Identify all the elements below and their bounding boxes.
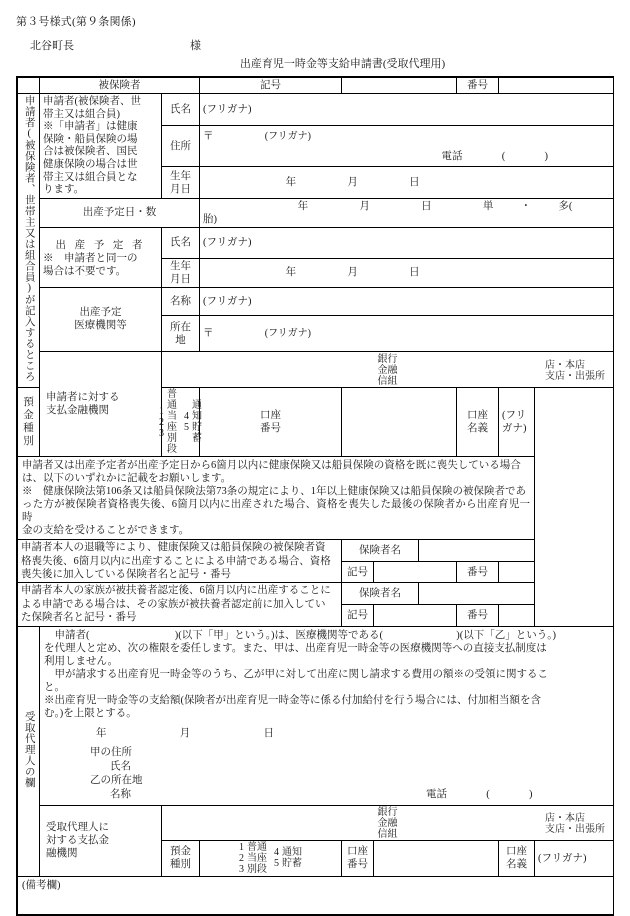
proxy-para-1: 申請者( )(以下「甲」という。)は、医療機関等である( )(以下「乙」という。) — [54, 629, 556, 641]
institution-name-label: 名称 — [162, 287, 200, 316]
single-birth-option[interactable]: 単 — [482, 200, 494, 212]
side-label-proxy-text: 受取代理人の欄 — [23, 710, 35, 788]
expectant-name-label: 氏名 — [162, 227, 200, 258]
proxy-bank-name-field[interactable] — [162, 805, 614, 840]
deposit-type-label: 預金 種別 — [18, 388, 40, 457]
furigana-hint: (フリガナ) — [264, 328, 311, 340]
tel-paren-close: ) — [529, 789, 533, 801]
loss-case-1-kigou-label: 記号 — [342, 561, 374, 583]
expectant-birth-label: 生年月日 — [162, 258, 200, 287]
fetus-count-unit: 胎) — [203, 213, 217, 225]
expectant-birth-field[interactable] — [200, 258, 614, 287]
tel-paren-open: ( — [501, 150, 506, 162]
multi-birth-option[interactable]: 多( — [558, 200, 573, 212]
day-unit: 日 — [409, 267, 420, 279]
furigana-hint: (フリガナ) — [502, 410, 527, 435]
year-unit: 年 — [96, 727, 107, 739]
loss-case-2-kigou-label: 記号 — [342, 605, 374, 627]
loss-case-1-bangou-label: 番号 — [457, 561, 499, 583]
insured-bangou-value[interactable] — [499, 78, 614, 94]
account-name-label: 口座 名義 — [457, 388, 499, 457]
year-unit: 年 — [285, 177, 297, 189]
applicant-address-field[interactable] — [200, 126, 614, 167]
remarks-label: (備考欄) — [22, 879, 61, 891]
applicant-name-label: 氏名 — [162, 94, 200, 126]
proxy-bank-name-row — [18, 805, 614, 840]
institution-name-row — [18, 287, 614, 316]
month-unit: 月 — [179, 727, 191, 739]
loss-case-2-insurer-row — [18, 583, 614, 605]
deposit-type-options[interactable]: 1 2 3 普通 当座 別段 4 5 通知 貯蓄 — [159, 389, 202, 456]
day-unit: 日 — [263, 727, 274, 739]
account-number-label: 口座 番号 — [342, 840, 374, 876]
deposit-type-label: 預金 種別 — [162, 840, 200, 876]
proxy-tel-group[interactable] — [426, 788, 533, 802]
year-unit: 年 — [285, 267, 297, 279]
loss-case-1-insurer-value[interactable] — [419, 540, 535, 562]
loss-case-1-insurer-row — [18, 540, 614, 562]
otsu-address-line[interactable]: 乙の所在地 — [90, 775, 143, 787]
month-unit: 月 — [347, 267, 358, 279]
proxy-agreement-row — [18, 626, 614, 805]
furigana-hint: (フリガナ) — [203, 237, 252, 249]
institution-location-field[interactable] — [200, 316, 614, 352]
tel-paren-close: ) — [544, 150, 549, 162]
addressee: 北谷町長 — [30, 40, 74, 52]
proxy-tel-label: 電話 — [426, 789, 447, 801]
expectant-name-row — [18, 227, 614, 258]
account-number-field[interactable] — [342, 388, 457, 457]
side-label-applicant — [18, 94, 40, 388]
insured-header-row — [18, 78, 614, 94]
expectant-description: 出 産 予 定 者 ※ 申請者と同一の 場合は不要です。 — [40, 227, 162, 287]
loss-case-2-description: 申請者本人の家族が被扶養者認定後、6箇月以内に出産することに よる申請である場合は、その家族が被扶養者認定前に加入してい た保険者名と記号・番号 — [18, 583, 342, 626]
page-title: 出産育児一時金等支給申請書(受取代理用) — [239, 58, 446, 70]
year-unit: 年 — [297, 200, 309, 212]
proxy-date-line[interactable] — [44, 727, 609, 740]
applicant-address-label: 住所 — [162, 126, 200, 167]
separator-dot: ・ — [520, 200, 532, 212]
bank-type-options[interactable]: 銀行 金融 信組 — [377, 806, 398, 840]
otsu-name-line[interactable]: 名称 電話 ( ) — [90, 788, 609, 802]
side-label-applicant-text: 申請者(被保険者、世帯主又は組合員)が記入するところ — [23, 95, 35, 383]
ko-name-line[interactable]: 氏名 — [110, 761, 131, 773]
notice-block: 申請者又は出産予定者が出産予定日から6箇月以内に健康保険又は船員保険の資格を既に喪失している場合 は、以下のいずれかに記載をお願いします。 ※ 健康保険法第106条又は船員保険法第73条の規定により、1年以上健康保険又は船員保険の被保険者であ った方が被保険者資格喪失後、6箇月以内に出産された場合、資格を喪失した最後の保険者から出産育児一時 金の支給を受けることができます。 — [18, 457, 535, 540]
proxy-agreement-text: 申請者( )(以下「甲」という。)は、医療機関等である( )(以下「乙」という。) を代理人と定め、次の権限を委任します。また、甲は、出産育児一時金等の医療機関等への直接支払制度は 利用しません。 甲が請求する出産育児一時金等のうち、乙が甲に対して出産に関し請求する費用の額※の受領に関するこ と。 ※出産育児一時金等の支給額(保険者が出産育児一時金等に係る付加給付を行う場合には、付加相当額を含 む。)を上限とする。 年 月 日 甲の住所 氏名 乙の所在地 名称 電話 ( ) — [40, 626, 614, 805]
furigana-hint: (フリガナ) — [538, 852, 587, 864]
furigana-hint: (フリガナ) — [203, 104, 252, 116]
account-number-label: 口座 番号 — [200, 388, 342, 457]
applicant-name-field[interactable] — [200, 94, 614, 126]
loss-case-2-bangou-value[interactable] — [499, 605, 535, 627]
branch-type-options[interactable]: 店・本店 支店・出張所 — [545, 812, 606, 835]
main-form-table — [16, 76, 614, 916]
loss-case-1-insurer-label: 保険者名 — [342, 540, 419, 562]
expectant-name-field[interactable] — [200, 227, 614, 258]
applicant-bank-label: 申請者に対する 支払金融機関 — [40, 352, 162, 457]
form-number: 第３号様式(第９条関係) — [16, 16, 136, 28]
spacer-cell — [18, 78, 40, 94]
loss-case-2-bangou-label: 番号 — [457, 605, 499, 627]
month-unit: 月 — [347, 177, 358, 189]
applicant-birth-field[interactable] — [200, 167, 614, 198]
due-date-field[interactable] — [200, 198, 614, 227]
remarks-field[interactable] — [18, 876, 614, 914]
addressee-honorific: 様 — [190, 40, 201, 52]
notice-row — [18, 457, 614, 540]
postal-mark-icon: 〒 — [203, 131, 214, 143]
loss-case-2-insurer-value[interactable] — [419, 583, 535, 605]
furigana-hint: (フリガナ) — [264, 131, 311, 143]
bank-type-options[interactable]: 銀行 金融 信組 — [377, 353, 398, 388]
insured-label: 被保険者 — [40, 78, 200, 94]
account-number-field[interactable] — [374, 840, 499, 876]
applicant-tel-label: 電話 — [441, 150, 463, 162]
postal-mark-icon: 〒 — [203, 328, 214, 340]
applicant-name-row — [18, 94, 614, 126]
due-date-label: 出産予定日・数 — [40, 198, 200, 227]
deposit-type-options[interactable]: 1 2 3 普通 当座 別段 4 5 通知 貯蓄 — [200, 840, 342, 876]
remarks-row — [18, 876, 614, 914]
tel-paren-open: ( — [486, 789, 490, 801]
loss-case-1-bangou-value[interactable] — [499, 561, 535, 583]
applicant-description: 申請者(被保険者、世 帯主又は組合員) ※「申請者」は健康 保険・船員保険の場 合は被保険者、国民 健康保険の場合は世 帯主又は組合員とな ります。 — [40, 94, 162, 199]
account-name-label: 口座 名義 — [499, 840, 535, 876]
furigana-hint: (フリガナ) — [203, 295, 252, 307]
account-name-field[interactable] — [499, 388, 535, 457]
applicant-bank-name-field[interactable] — [162, 352, 614, 388]
ko-address-line[interactable]: 甲の住所 — [90, 746, 132, 758]
day-unit: 日 — [421, 200, 432, 212]
insured-kigou-value[interactable] — [342, 78, 457, 94]
loss-case-1-kigou-value[interactable] — [374, 561, 457, 583]
insured-kigou-label: 記号 — [200, 78, 342, 94]
applicant-bank-name-row — [18, 352, 614, 388]
loss-case-1-description: 申請者本人の退職等により、健康保険又は船員保険の被保険者資 格喪失後、6箇月以内に出産することによる申請である場合、資格 喪失後に加入している保険者名と記号・番号 — [18, 540, 342, 583]
institution-label: 出産予定 医療機関等 — [40, 287, 162, 352]
loss-case-2-kigou-value[interactable] — [374, 605, 457, 627]
loss-case-2-insurer-label: 保険者名 — [342, 583, 419, 605]
institution-location-label: 所在地 — [162, 316, 200, 352]
due-date-row — [18, 198, 614, 227]
month-unit: 月 — [359, 200, 370, 212]
day-unit: 日 — [409, 177, 420, 189]
insured-bangou-label: 番号 — [457, 78, 499, 94]
institution-name-field[interactable] — [200, 287, 614, 316]
branch-type-options[interactable]: 店・本店 支店・出張所 — [545, 359, 606, 382]
side-label-proxy — [18, 626, 40, 876]
proxy-bank-label: 受取代理人に 対する支払金 融機関 — [40, 805, 162, 876]
applicant-birth-label: 生年月日 — [162, 167, 200, 198]
account-name-field[interactable] — [535, 840, 614, 876]
